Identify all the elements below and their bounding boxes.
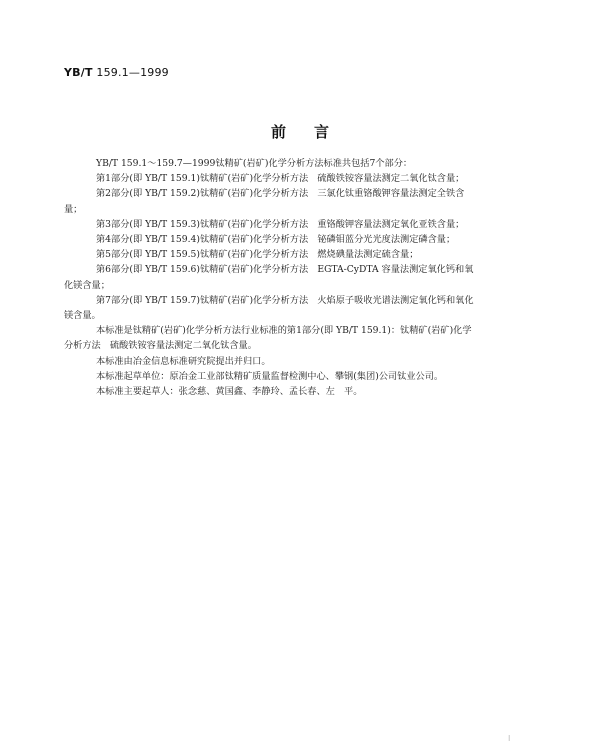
paragraph-lead: YB/T 159.1～159.7—1999钛精矿(岩矿)化学分析方法标准共包括7个部分： [96,158,413,169]
paragraph-part-7: 第7部分(即 YB/T 159.7)钛精矿(岩矿)化学分析方法 火焰原子吸收光谱法测定氧化钙和氧化 [96,294,474,306]
paragraph-part-2: 第2部分(即 YB/T 159.2)钛精矿(岩矿)化学分析方法 三氯化钛重铬酸钾容量法测定全铁含 [96,188,465,200]
paragraph-proposer: 本标准由冶金信息标准研究院提出并归口。 [96,355,271,367]
paragraph-part-6-cont: 化镁含量； [64,279,110,291]
standard-number: 159.1—1999 [96,66,169,79]
paragraph-part-2-cont: 量； [64,203,83,215]
standard-code: YB/T [64,66,93,79]
paragraph-drafting-unit: 本标准起草单位：原冶金工业部钛精矿质量监督检测中心、攀钢(集团)公司钛业公司。 [96,370,444,382]
paragraph-scope-cont: 分析方法 硫酸铁铵容量法测定二氧化钛含量。 [64,340,257,352]
foreword-body [64,156,541,399]
page-title: 前言 [270,123,357,141]
paragraph-part-7-cont: 镁含量。 [64,310,101,322]
paragraph-part-1: 第1部分(即 YB/T 159.1)钛精矿(岩矿)化学分析方法 硫酸铁铵容量法测定二氧化钛含量； [96,173,465,185]
paragraph-part-6: 第6部分(即 YB/T 159.6)钛精矿(岩矿)化学分析方法 EGTA-CyDTA 容量法测定氧化钙和氧 [96,264,474,276]
page-number: I [508,734,511,743]
paragraph-part-3: 第3部分(即 YB/T 159.3)钛精矿(岩矿)化学分析方法 重铬酸钾容量法测定氧化亚铁含量； [96,218,465,230]
paragraph-part-4: 第4部分(即 YB/T 159.4)钛精矿(岩矿)化学分析方法 铋磷钼蓝分光光度法测定磷含量； [96,234,456,246]
paragraph-scope: 本标准是钛精矿(岩矿)化学分析方法行业标准的第1部分(即 YB/T 159.1)：钛精矿(岩矿)化学 [96,325,472,337]
paragraph-drafters: 本标准主要起草人：张念慈、黄国鑫、李静玲、孟长春、左 平。 [96,386,363,398]
standard-header [64,66,169,79]
paragraph-part-5: 第5部分(即 YB/T 159.5)钛精矿(岩矿)化学分析方法 燃烧碘量法测定硫含量； [96,249,419,261]
